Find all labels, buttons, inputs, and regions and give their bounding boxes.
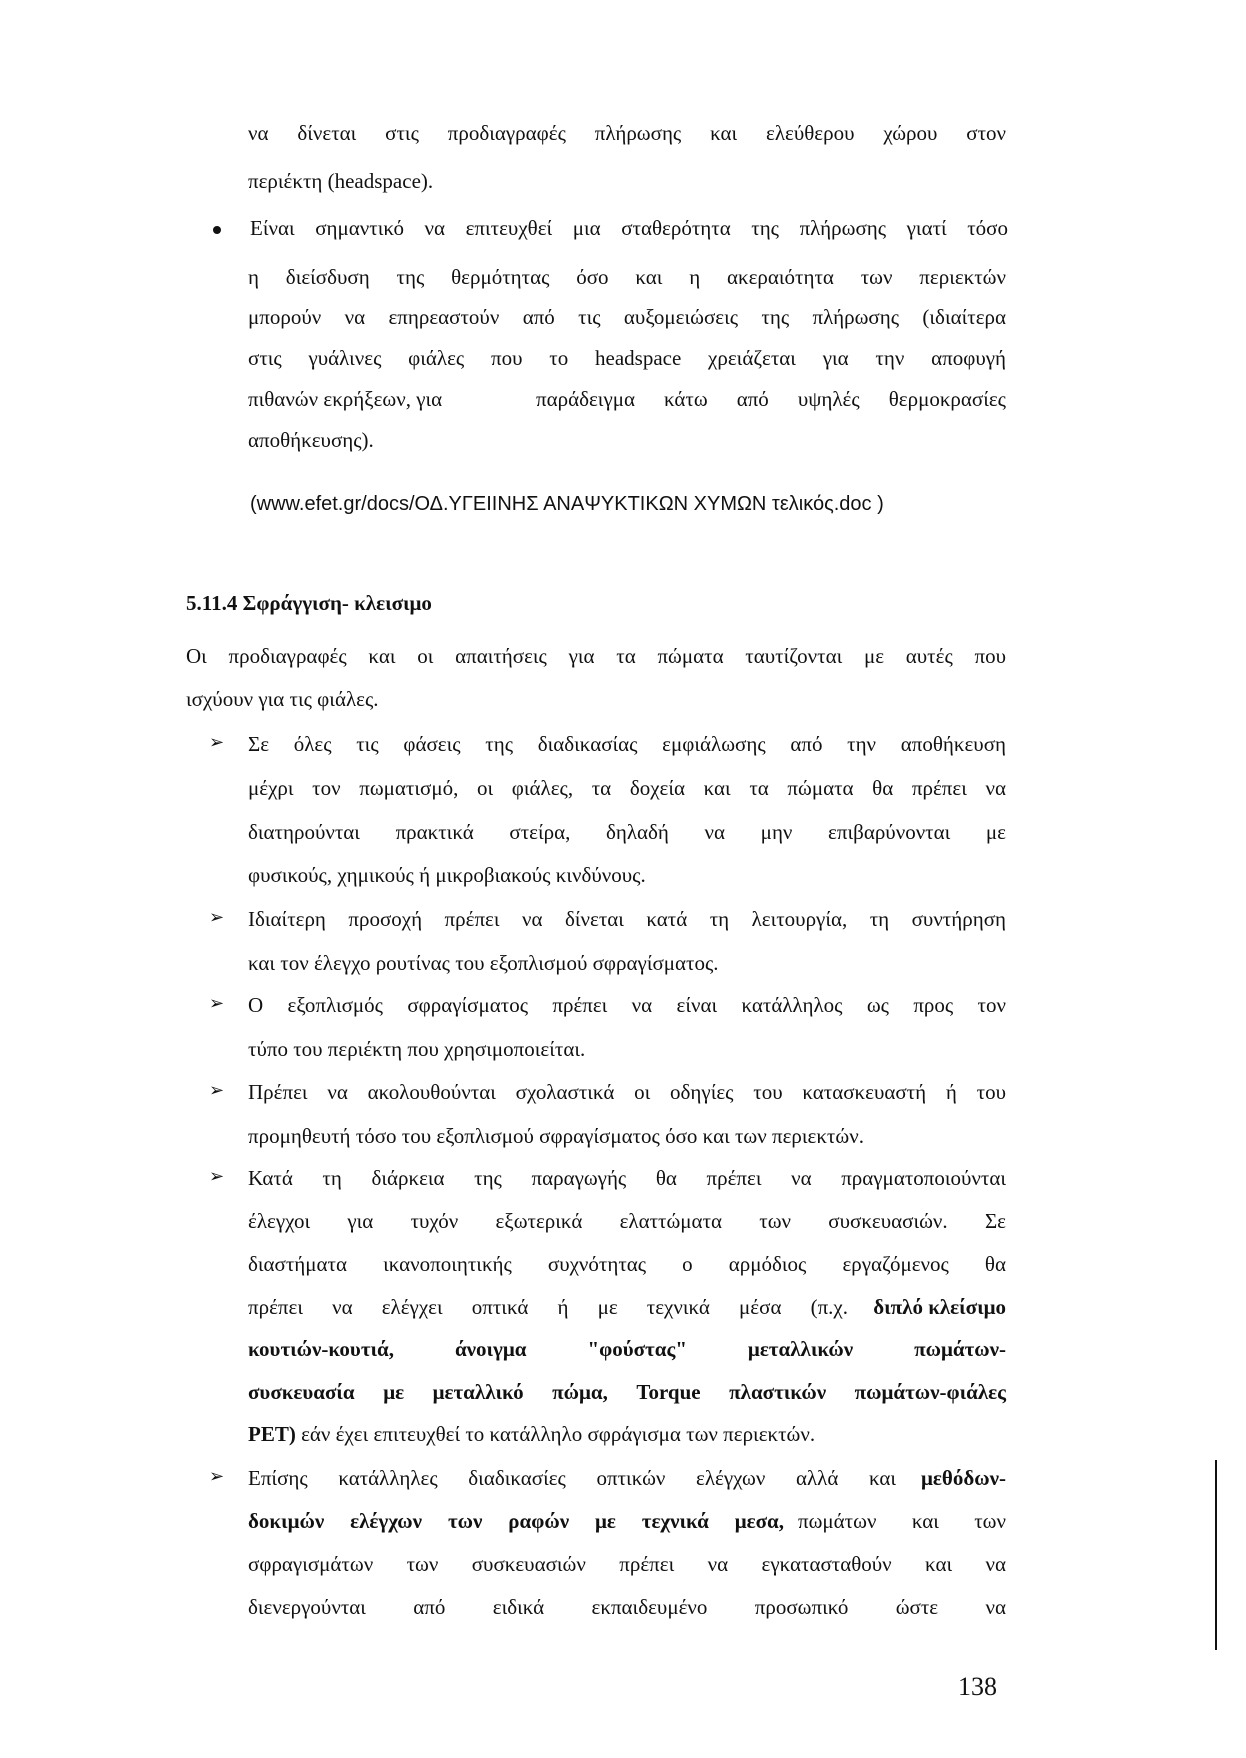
margin-rule	[1215, 1460, 1217, 1650]
arrow-bullet-icon: ➢	[209, 1080, 225, 1101]
list-item-line-bold	[248, 1508, 784, 1534]
list-item-line: σφραγισμάτων των συσκευασιών πρέπει να εγκατασταθούν και να	[248, 1552, 1006, 1576]
paragraph-line: Είναι σημαντικό να επιτευχθεί μια σταθερότητα της πλήρωσης γιατί τόσο	[250, 216, 1008, 240]
reference-link-text: (www.efet.gr/docs/ΟΔ.ΥΓΕΙΙΝΗΣ ΑΝΑΨΥΚΤΙΚΩΝ ΧΥΜΩΝ τελικός.doc )	[250, 493, 884, 515]
list-item-line: έλεγχοι για τυχόν εξωτερικά ελαττώματα των συσκευασιών. Σε	[248, 1209, 1006, 1233]
paragraph-line: η διείσδυση της θερμότητας όσο και η ακεραιότητα των περιεκτών	[248, 265, 1006, 289]
list-item-line: διατηρούνται πρακτικά στείρα, δηλαδή να μην επιβαρύνονται με	[248, 820, 1006, 844]
paragraph-line: μπορούν να επηρεαστούν από τις αυξομειώσεις της πλήρωσης (ιδιαίτερα	[248, 305, 1006, 329]
list-item-line: Κατά τη διάρκεια της παραγωγής θα πρέπει να πραγματοποιούνται	[248, 1166, 1006, 1190]
arrow-bullet-icon: ➢	[209, 1166, 225, 1187]
text-span: εάν έχει επιτευχθεί το κατάλληλο σφράγισμα των περιεκτών.	[301, 1422, 816, 1446]
list-item-line: και τον έλεγχο ρουτίνας του εξοπλισμού σφραγίσματος.	[248, 951, 719, 975]
list-item-line-bold	[248, 1336, 1006, 1362]
list-item-line: Πρέπει να ακολουθούνται σχολαστικά οι οδηγίες του κατασκευαστή ή του	[248, 1080, 1006, 1104]
bold-text: δοκιμών ελέγχων των ραφών με τεχνικά μεσα,	[248, 1509, 784, 1533]
paragraph-line: ισχύουν για τις φιάλες.	[186, 687, 379, 711]
paragraph-line	[248, 120, 1006, 146]
list-item-line: Ο εξοπλισμός σφραγίσματος πρέπει να είναι κατάλληλος ως προς τον	[248, 993, 1006, 1017]
list-item-line-bold	[862, 1294, 1006, 1320]
arrow-bullet-icon: ➢	[209, 907, 225, 928]
list-item-line: Ιδιαίτερη προσοχή πρέπει να δίνεται κατά τη λειτουργία, τη συντήρηση	[248, 907, 1006, 931]
paragraph-line: αποθήκευσης).	[248, 428, 374, 452]
paragraph-line: Οι προδιαγραφές και οι απαιτήσεις για τα πώματα ταυτίζονται με αυτές που	[186, 644, 1006, 668]
text-span: να δίνεται στις προδιαγραφές πλήρωσης και ελεύθερου χώρου στον	[248, 121, 1006, 145]
list-item-line: τύπο του περιέκτη που χρησιμοποιείται.	[248, 1037, 586, 1061]
section-heading: 5.11.4 Σφράγγιση- κλεισιμο	[186, 591, 432, 615]
page-number: 138	[958, 1672, 997, 1701]
bold-text: κουτιών-κουτιά, άνοιγμα "φούστας" μεταλλικών πωμάτων-	[248, 1337, 1006, 1361]
bold-text: μεθόδων-	[921, 1466, 1006, 1490]
bold-text: PET)	[248, 1422, 296, 1446]
list-item-line: Επίσης κατάλληλες διαδικασίες οπτικών ελέγχων αλλά και	[248, 1466, 896, 1490]
list-item-line: πρέπει να ελέγχει οπτικά ή με τεχνικά μέσα (π.χ.	[248, 1295, 848, 1319]
bold-text: συσκευασία με μεταλλικό πώμα, Torque πλαστικών πωμάτων-φιάλες	[248, 1380, 1006, 1404]
arrow-bullet-icon: ➢	[209, 993, 225, 1014]
bullet-dot-icon	[213, 226, 221, 234]
list-item-line: πωμάτων και των	[798, 1509, 1006, 1533]
list-item-line-bold	[906, 1465, 1006, 1491]
paragraph-line: περιέκτη (headspace).	[248, 169, 434, 193]
paragraph-line: πιθανών εκρήξεων, για	[248, 387, 443, 411]
list-item-line	[248, 1421, 815, 1447]
list-item-line: διαστήματα ικανοποιητικής συχνότητας ο αρμόδιος εργαζόμενος θα	[248, 1252, 1006, 1276]
list-item-line: Σε όλες τις φάσεις της διαδικασίας εμφιάλωσης από την αποθήκευση	[248, 732, 1006, 756]
paragraph-line: στις γυάλινες φιάλες που το headspace χρειάζεται για την αποφυγή	[248, 346, 1006, 370]
arrow-bullet-icon: ➢	[209, 1466, 225, 1487]
list-item-line: φυσικούς, χημικούς ή μικροβιακούς κινδύνους.	[248, 863, 646, 887]
bold-text: διπλό κλείσιμο	[873, 1295, 1006, 1319]
list-item-line: μέχρι τον πωματισμό, οι φιάλες, τα δοχεία και τα πώματα θα πρέπει να	[248, 776, 1006, 800]
list-item-line: προμηθευτή τόσο του εξοπλισμού σφραγίσματος όσο και των περιεκτών.	[248, 1124, 864, 1148]
list-item-line: διενεργούνται από ειδικά εκπαιδευμένο προσωπικό ώστε να	[248, 1595, 1006, 1619]
arrow-bullet-icon: ➢	[209, 732, 225, 753]
list-item-line-bold	[248, 1379, 1006, 1405]
paragraph-line: παράδειγμα κάτω από υψηλές θερμοκρασίες	[536, 387, 1006, 411]
